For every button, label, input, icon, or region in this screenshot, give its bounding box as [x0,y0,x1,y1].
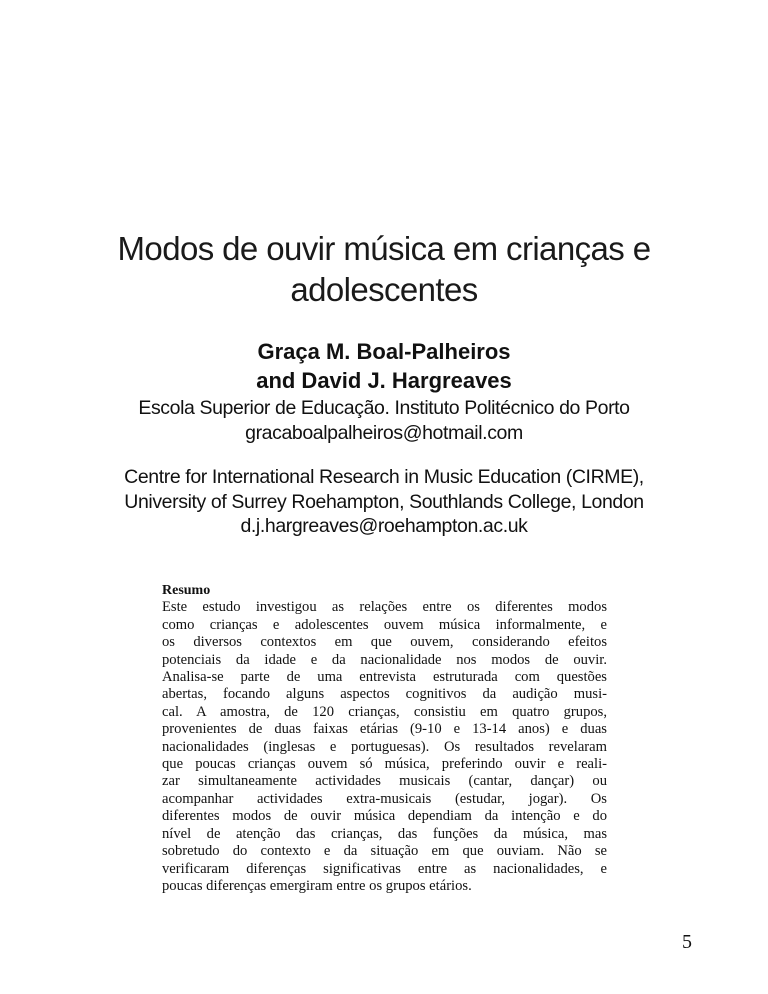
abstract-line: Este estudo investigou as relações entre os diferentes modos [162,599,607,616]
abstract-line: cal. A amostra, de 120 crianças, consistiu em quatro grupos, [162,703,607,720]
affiliation-line-1: Centre for International Research in Music Education (CIRME), [124,466,644,488]
abstract-line: poucas diferenças emergiram entre os grupos etários. [162,877,472,894]
affiliation-line-2: University of Surrey Roehampton, Southlands College, London [124,490,644,513]
abstract-line: como crianças e adolescentes ouvem música informalmente, e [162,616,607,633]
abstract-line: nível de atenção das crianças, das funções da música, mas [162,825,607,842]
affiliation-porto [20,396,748,445]
abstract-line: zar simultaneamente actividades musicais (cantar, dançar) ou [162,773,607,790]
affiliation-institution: Escola Superior de Educação. Instituto Politécnico do Porto [138,397,630,419]
abstract-line: provenientes de duas faixas etárias (9-10 e 13-14 anos) e duas [162,721,607,738]
abstract-line: abertas, focando alguns aspectos cognitivos da audição musi- [162,686,607,703]
abstract [162,582,607,895]
abstract-line: os diversos contextos em que ouvem, considerando efeitos [162,634,607,651]
abstract-line: que poucas crianças ouvem só música, preferindo ouvir e reali- [162,756,607,773]
paper-title [60,228,708,310]
abstract-line: acompanhar actividades extra-musicais (estudar, jogar). Os [162,790,607,807]
abstract-body [162,599,607,895]
author-list [60,337,708,395]
abstract-line: nacionalidades (inglesas e portuguesas). Os resultados revelaram [162,738,607,755]
title-line-1: Modos de ouvir música em crianças e [117,230,651,267]
author-email: d.j.hargreaves@roehampton.ac.uk [240,515,528,537]
abstract-line: Analisa-se parte de uma entrevista estruturada com questões [162,669,607,686]
author-email: gracaboalpalheiros@hotmail.com [245,421,523,444]
author-line-2: and David J. Hargreaves [256,368,512,393]
abstract-line: sobretudo do contexto e da situação em que ouviam. Não se [162,843,607,860]
page-number: 5 [682,931,692,953]
abstract-line: verificaram diferenças significativas entre as nacionalidades, e [162,860,607,877]
title-line-2: adolescentes [290,271,478,308]
abstract-line: diferentes modos de ouvir música dependiam da intenção e do [162,808,607,825]
abstract-line: potenciais da idade e da nacionalidade nos modos de ouvir. [162,651,607,668]
abstract-heading: Resumo [162,583,211,598]
author-line-1: Graça M. Boal-Palheiros [257,339,511,364]
affiliation-roehampton [20,465,748,539]
